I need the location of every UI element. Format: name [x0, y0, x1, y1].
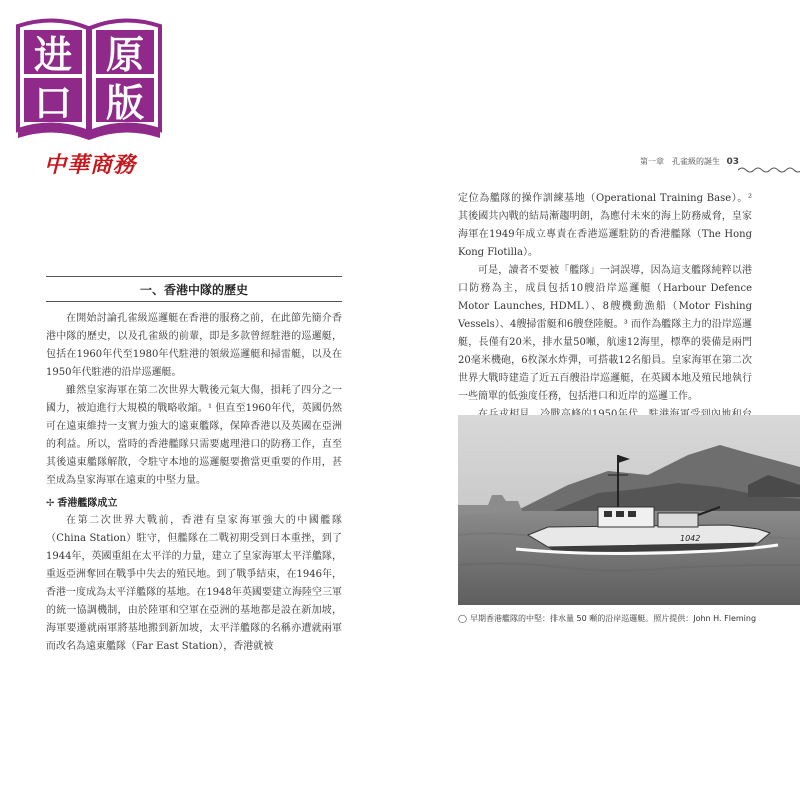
- publisher-logo: [14, 14, 164, 178]
- subsection-title-text: 香港艦隊成立: [57, 498, 118, 509]
- cross-ornament-icon: ✢: [46, 498, 55, 509]
- boat-photo-image: [458, 415, 800, 605]
- circle-bullet-icon: ◯: [458, 614, 467, 623]
- logo-char-4: 版: [105, 81, 145, 125]
- wave-ornament-icon: [738, 166, 800, 174]
- caption-text: 早期香港艦隊的中堅：排水量 50 噸的沿岸巡邏艇。照片提供：John H. Fleming: [469, 614, 757, 623]
- paragraph: 在第二次世界大戰前，香港有皇家海軍強大的中國艦隊（China Station）駐守，但艦隊在二戰初期受到日本重挫，到了1944年，英國重組在太平洋的力量，建立了皇家海軍太平洋艦隊，重返亞洲奪回在戰爭中失去的殖民地。到了戰爭結束，在1946年，香港一度成為太平洋艦隊的基地。在1948年英國要建立海陸空三軍的統一協調機制，由於陸軍和空軍在亞洲的基地都是設在新加坡，海軍要遷就兩軍將基地搬到新加坡，太平洋艦隊的名稱亦遭就兩軍而改名為遠東艦隊（Far East Station），香港就被: [46, 515, 342, 652]
- photo-caption: [458, 613, 800, 624]
- left-column: [46, 310, 342, 490]
- section-title: 一、香港中隊的歷史: [46, 276, 342, 302]
- chapter-title: 第一章 孔雀級的誕生: [640, 157, 720, 166]
- left-column-continued: [46, 512, 342, 656]
- paragraph: 可是，讀者不要被「艦隊」一詞誤導，因為這支艦隊純粹以港口防務為主，成員包括10艘沿岸巡邏艇（Harbour Defence Motor Launches, HDML）、8艘機動漁船（Motor Fishing Vessels）、4艘掃雷艇和6艘登陸艇。³ 而作為艦隊主力的沿岸巡邏艇，長僅有20米，排水量50噸，航速12海里，標準的裝備是兩門20毫米機砲，6枚深水炸彈，可搭載12名船員。皇家海軍在第二次世界大戰時建造了近五百艘沿岸巡邏艇，在英國本地及殖民地執行一些簡單的低強度任務，包括港口和近岸的巡邏工作。: [458, 265, 752, 402]
- subsection-title: [46, 494, 117, 509]
- book-logo-icon: [14, 14, 164, 142]
- page-number: 03: [726, 157, 740, 167]
- paragraph: 在開始討論孔雀級巡邏艇在香港的服務之前，在此節先簡介香港中隊的歷史，以及孔雀級的前輩，即是多款曾經駐港的巡邏艇，包括在1960年代至1980年代駐港的領級巡邏艇和掃雷艇，以及在1950年代駐港的沿岸巡邏艇。: [46, 313, 342, 378]
- paragraph: 定位為艦隊的操作訓練基地（Operational Training Base）。² 其後國共內戰的結局漸趨明朗，為應付未來的海上防務威脅，皇家海軍在1949年成立專責在香港巡邏駐防的香港艦隊（The Hong Kong Flotilla）。: [458, 193, 752, 258]
- paragraph: 雖然皇家海軍在第二次世界大戰後元氣大傷，損耗了四分之一國力，被迫進行大規模的戰略收縮。¹ 但直至1960年代，英國仍然可在遠東維持一支實力強大的遠東艦隊，保障香港以及英國在亞洲的利益。所以，當時的香港艦隊只需要處理港口的防務工作，直至其後遠東艦隊解散，令駐守本地的巡邏艇要擔當更重要的作用，甚至成為皇家海軍在遠東的中堅力量。: [46, 385, 342, 486]
- hull-number: 1042: [680, 534, 701, 543]
- logo-brand-text: 中華商務: [44, 152, 137, 178]
- logo-char-3: 口: [33, 81, 73, 125]
- logo-char-2: 原: [105, 33, 145, 77]
- logo-char-1: 进: [33, 33, 73, 77]
- patrol-boat-photo: [458, 415, 800, 605]
